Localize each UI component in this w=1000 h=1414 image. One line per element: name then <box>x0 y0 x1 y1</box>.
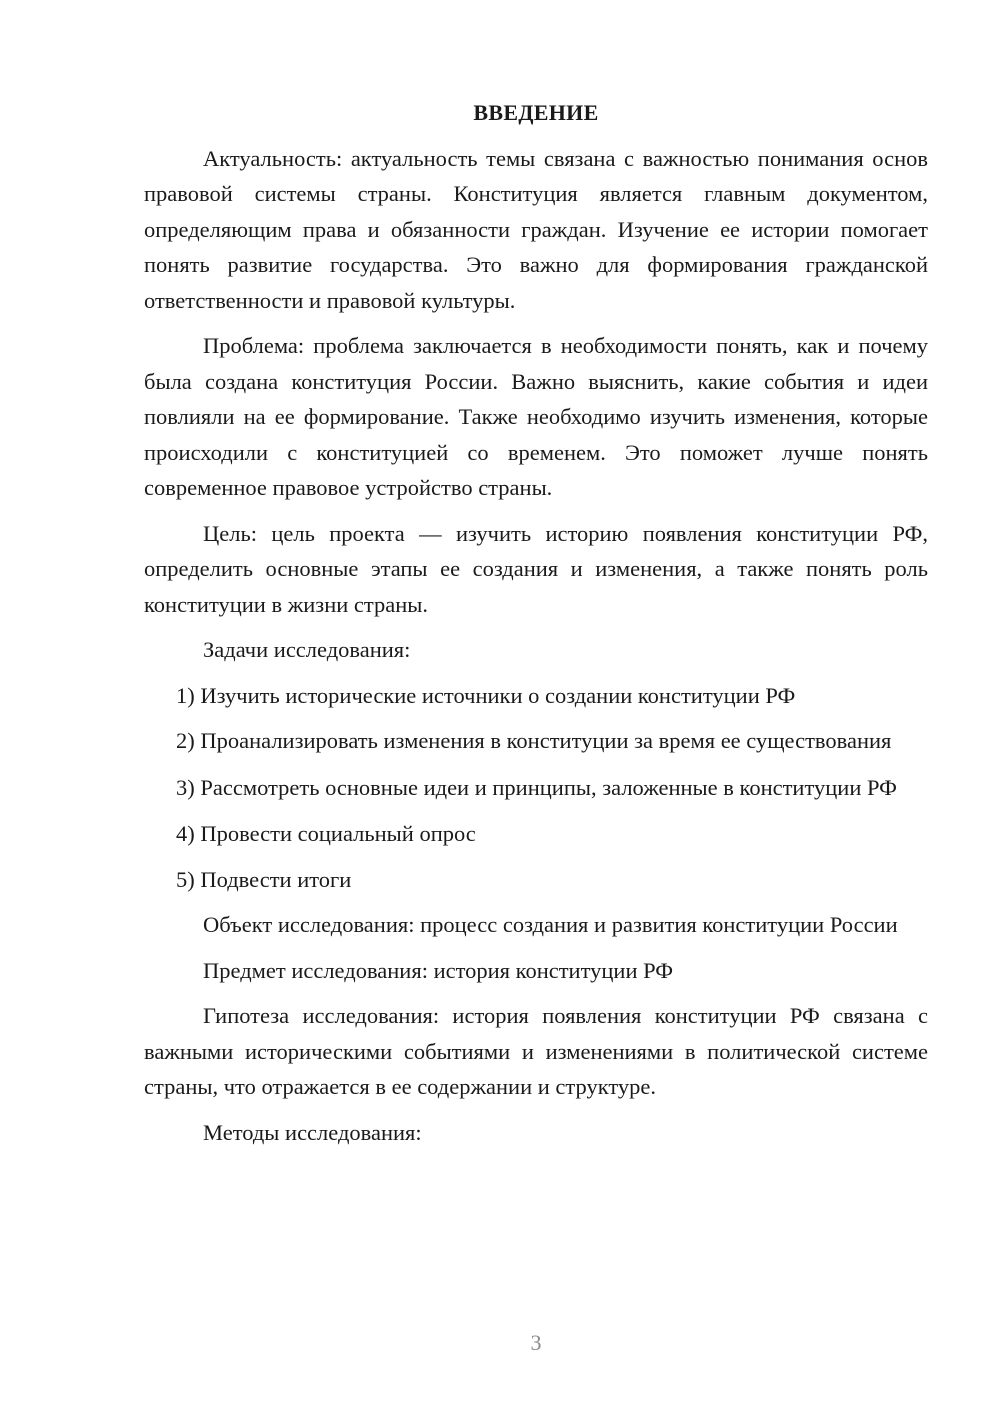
paragraph-subject: Предмет исследования: история конституции РФ <box>203 957 674 983</box>
task-item-3: 3) Рассмотреть основные идеи и принципы, заложенные в конституции РФ <box>176 774 897 800</box>
paragraph-goal: Цель: цель проекта — изучить историю появления конституции РФ, определить основные этапы ее создания и изменения, а также понять роль конституции в жизни страны. <box>144 520 928 617</box>
task-item-4: 4) Провести социальный опрос <box>176 821 476 846</box>
paragraph-methods: Методы исследования: <box>203 1119 422 1145</box>
document-page <box>144 95 928 1150</box>
task-item-5: 5) Подвести итоги <box>176 866 352 892</box>
paragraph-problem: Проблема: проблема заключается в необходимости понять, как и почему была создана конституция России. Важно выяснить, какие события и идеи повлияли на ее формирование. Также необходимо изучить изменения, которые происходили с конституцией со временем. Это поможет лучше понять современное правовое устройство страны. <box>144 333 928 500</box>
page-number: 3 <box>530 1330 542 1355</box>
task-item-1: 1) Изучить исторические источники о создании конституции РФ <box>176 682 796 708</box>
section-title: ВВЕДЕНИЕ <box>473 100 599 125</box>
paragraph-hypothesis: Гипотеза исследования: история появления конституции РФ связана с важными историческими событиями и изменениями в политической системе страны, что отражается в ее содержании и структуре. <box>144 1003 928 1099</box>
paragraph-object: Объект исследования: процесс создания и развития конституции России <box>203 912 898 937</box>
paragraph-tasks-heading: Задачи исследования: <box>203 637 411 662</box>
paragraph-relevance: Актуальность: актуальность темы связана с важностью понимания основ правовой системы страны. Конституция является главным документом, определяющим права и обязанности граждан. Изучение ее истории помогает понять развитие государства. Это важно для формирования гражданской ответственности и правовой культуры. <box>144 145 928 313</box>
task-item-2: 2) Проанализировать изменения в конституции за время ее существования <box>176 728 892 753</box>
